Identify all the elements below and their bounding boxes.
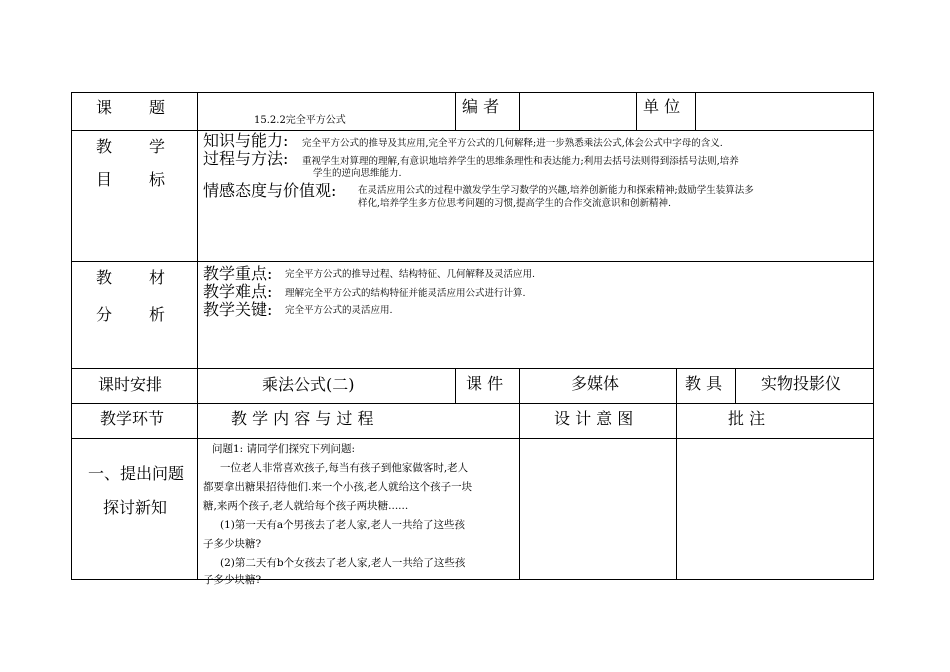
col-divider bbox=[197, 438, 198, 580]
column-content: 教 学 内 容 与 过 程 bbox=[231, 409, 374, 428]
section1-line: 一位老人非常喜欢孩子,每当有孩子到他家做客时,老人 bbox=[220, 462, 469, 474]
schedule-value: 乘法公式(二) bbox=[262, 375, 355, 394]
table-border-top bbox=[71, 92, 874, 93]
knowledge-title: 知识与能力: bbox=[203, 131, 289, 150]
objectives-label-a: 教 bbox=[96, 137, 113, 156]
emotion-title: 情感态度与价值观: bbox=[203, 181, 337, 200]
focus-title: 教学重点: bbox=[203, 264, 273, 283]
col-divider bbox=[519, 438, 520, 580]
col-divider bbox=[519, 403, 520, 438]
analysis-label-d: 析 bbox=[149, 305, 166, 324]
courseware-label: 课 件 bbox=[466, 374, 504, 393]
knowledge-text: 完全平方公式的推导及其应用,完全平方公式的几何解释;进一步熟悉乘法公式,体会公式中字母的含义. bbox=[302, 138, 723, 149]
col-divider bbox=[455, 368, 456, 403]
emotion-text-line1: 在灵活应用公式的过程中激发学生学习数学的兴趣,培养创新能力和探索精神;鼓励学生装算法多 bbox=[358, 185, 754, 196]
col-divider bbox=[676, 438, 677, 580]
emotion-text-line2: 样化,培养学生多方位思考问题的习惯,提高学生的合作交流意识和创新精神. bbox=[358, 198, 672, 209]
key-text: 完全平方公式的灵活应用. bbox=[285, 305, 393, 316]
section1-line: 问题1: 请同学们探究下列问题: bbox=[212, 443, 356, 455]
col-divider bbox=[455, 92, 456, 130]
row-divider bbox=[71, 261, 874, 262]
row-divider bbox=[71, 403, 874, 404]
table-border-left bbox=[71, 92, 72, 439]
row-divider bbox=[71, 130, 874, 131]
col-divider bbox=[519, 368, 520, 403]
section1-line: 都要拿出糖果招待他们.来一个小孩,老人就给这个孩子一块 bbox=[203, 481, 473, 493]
courseware-value: 多媒体 bbox=[571, 374, 620, 393]
editor-label: 编 者 bbox=[462, 97, 500, 116]
column-design: 设 计 意 图 bbox=[554, 409, 634, 428]
difficulty-title: 教学难点: bbox=[203, 282, 273, 301]
topic-label-first: 课 bbox=[96, 98, 113, 117]
topic-label-second: 题 bbox=[149, 98, 166, 117]
col-divider bbox=[676, 368, 677, 403]
process-text-line2: 学生的逆向思维能力. bbox=[313, 168, 402, 179]
section1-line: 糖,来两个孩子,老人就给每个孩子两块糖...... bbox=[203, 500, 409, 512]
col-divider bbox=[197, 92, 198, 439]
key-title: 教学关键: bbox=[203, 300, 273, 319]
unit-label: 单 位 bbox=[643, 97, 681, 116]
column-stage: 教学环节 bbox=[100, 409, 165, 428]
section1-line: 子多少块糖? bbox=[203, 574, 262, 586]
section1-stage-line2: 探讨新知 bbox=[103, 498, 168, 517]
tools-value: 实物投影仪 bbox=[761, 374, 842, 393]
analysis-label-b: 材 bbox=[149, 268, 166, 287]
table-border-left bbox=[71, 438, 72, 580]
topic-value: 15.2.2完全平方公式 bbox=[254, 115, 346, 126]
process-title: 过程与方法: bbox=[203, 149, 289, 168]
process-text-line1: 重视学生对算理的理解,有意识地培养学生的思维条理性和表达能力;利用去括号法则得到添括号法则,培养 bbox=[302, 156, 739, 167]
schedule-label: 课时安排 bbox=[98, 375, 163, 394]
analysis-label-c: 分 bbox=[96, 305, 113, 324]
col-divider bbox=[636, 92, 637, 130]
tools-label: 教 具 bbox=[685, 374, 723, 393]
objectives-label-c: 目 bbox=[96, 170, 113, 189]
objectives-label-d: 标 bbox=[149, 170, 166, 189]
column-remark: 批 注 bbox=[728, 409, 766, 428]
col-divider bbox=[519, 92, 520, 130]
col-divider bbox=[695, 92, 696, 130]
row-divider bbox=[71, 438, 874, 439]
section1-stage-line1: 一、提出问题 bbox=[88, 464, 185, 483]
col-divider bbox=[676, 403, 677, 438]
objectives-label-b: 学 bbox=[149, 137, 166, 156]
row-divider bbox=[71, 579, 874, 580]
table-border-right bbox=[873, 438, 874, 580]
table-border-right bbox=[873, 92, 874, 439]
section1-line: (2)第二天有b个女孩去了老人家,老人一共给了这些孩 bbox=[220, 557, 466, 569]
analysis-label-a: 教 bbox=[96, 268, 113, 287]
section1-line: 子多少块糖? bbox=[203, 538, 262, 550]
difficulty-text: 理解完全平方公式的结构特征并能灵活应用公式进行计算. bbox=[285, 288, 526, 299]
section1-line: (1)第一天有a个男孩去了老人家,老人一共给了这些孩 bbox=[220, 519, 465, 531]
focus-text: 完全平方公式的推导过程、结构特征、几何解释及灵活应用. bbox=[285, 269, 536, 280]
col-divider bbox=[735, 368, 736, 403]
row-divider bbox=[71, 368, 874, 369]
